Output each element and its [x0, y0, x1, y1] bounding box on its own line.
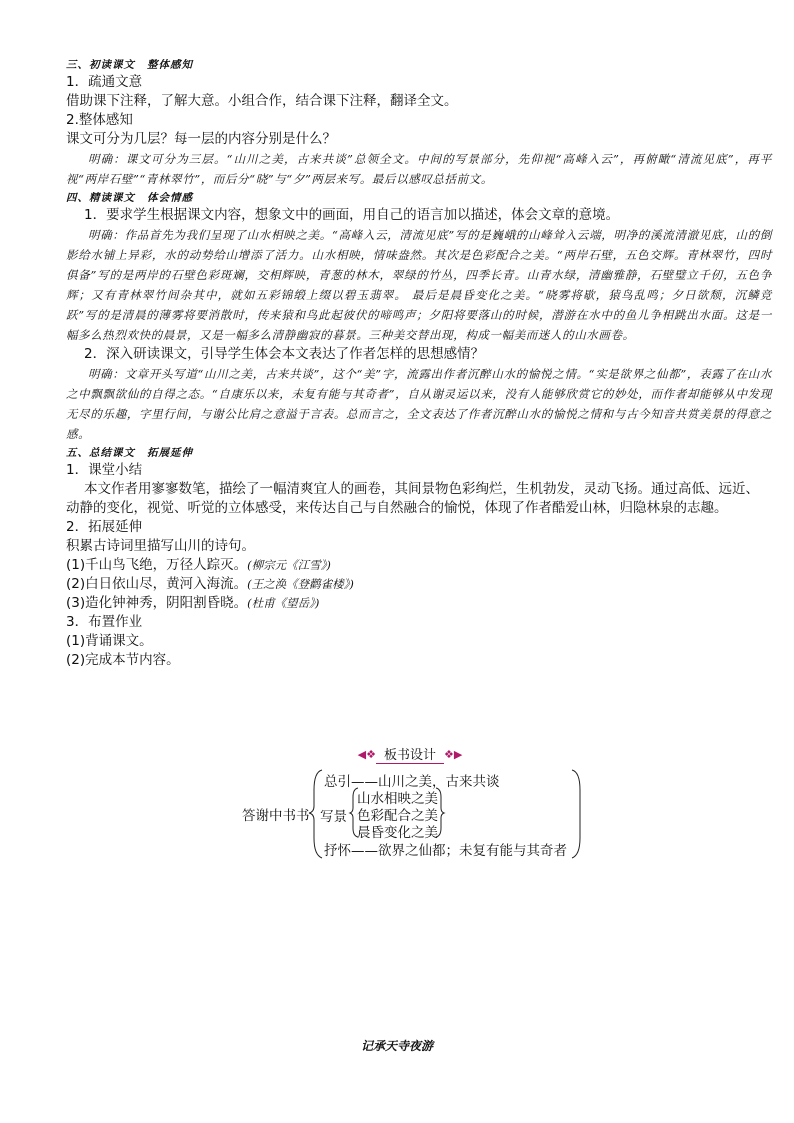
poem-item: (1)千山鸟飞绝，万径人踪灭。(柳宗元《江雪》)	[66, 557, 331, 573]
s5-3-heading: 3．布置作业	[66, 614, 143, 630]
board-root: 答谢中书书	[242, 808, 310, 824]
footer-title: 记承天寺夜游	[360, 1039, 433, 1053]
poem-item: (3)造化钟神秀，阴阳割昏晓。(杜甫《望岳》)	[66, 595, 320, 611]
s4-2-heading: 2．深入研读课文，引导学生体会本文表达了作者怎样的思想感情？	[84, 346, 485, 362]
s4-2-answer: 明确：文章开头写道“山川之美，古来共谈”，这个“美”字，流露出作者沉醉山水的愉悦之情。“实是欲界之仙都”，表露了在山水之中飘飘欲仙的自得之态。“自康乐以来，未复有能与其奇者”，自从谢灵运以来，没有人能够欣赏它的妙处，而作者却能够从中发现无尽的乐趣，字里行间，与谢公比肩之意溢于言表。总而言之，全文表达了作者沉醉山水的愉悦之情和与古今知音共赏美景的得意之感。	[66, 367, 772, 441]
right-ornament-icon: ❖▶	[444, 747, 463, 761]
section-4-heading: 四、精读课文 体会情感	[66, 192, 193, 204]
homework-item: (1)背诵课文。	[66, 633, 153, 649]
s5-1-text: 本文作者用寥寥数笔，描绘了一幅清爽宜人的画卷，其间景物色彩绚烂，生机勃发，灵动飞扬。通过高低、远近、动静的变化，视觉、听觉的立体感受，来传达自己与自然融合的愉悦，体现了作者酷爱山林，归隐林泉的志趣。	[66, 481, 759, 516]
s5-1-heading: 1．课堂小结	[66, 462, 143, 478]
board-scene-item: 色彩配合之美	[357, 808, 438, 824]
s3-2-heading: 2.整体感知	[66, 112, 133, 128]
board-scene-label: 写景	[320, 809, 347, 825]
section-5-heading: 五、总结课文 拓展延伸	[66, 447, 193, 459]
board-intro: 总引——山川之美，古来共谈	[324, 774, 500, 790]
s3-2-answer: 明确：课文可分为三层。“山川之美，古来共谈”总领全文。中间的写景部分，先仰视“高峰入云”，再俯瞰“清流见底”，再平视“两岸石壁”“青林翠竹”，而后分“晓”与“夕”两层来写。最后以感叹总括前文。	[66, 152, 772, 186]
s5-2-text: 积累古诗词里描写山川的诗句。	[66, 538, 255, 554]
lesson-page	[66, 56, 772, 670]
s4-1-answer: 明确：作品首先为我们呈现了山水相映之美。“高峰入云，清流见底”写的是巍峨的山峰耸入云端，明净的溪流清澈见底，山的倒影给水铺上异彩，水的动势给山增添了活力。山水相映，情味盎然。其次是色彩配合之美。“两岸石壁，五色交辉。青林翠竹，四时俱备”写的是两岸的石壁色彩斑斓，交相辉映，青葱的林木，翠绿的竹丛，四季长青。山青水绿，清幽雅静，石壁璧立千仞，五色争辉；又有青林翠竹间杂其中，就如五彩锦缎上缀以碧玉翡翠。 最后是晨昏变化之美。“晓雾将歇，猿鸟乱鸣；夕日欲颓，沉鳞竞跃”写的是清晨的薄雾将要消散时，传来猿和鸟此起彼伏的啼鸣声；夕阳将要落山的时候，潜游在水中的鱼儿争相跳出水面。这是一幅多么热烈欢快的晨景，又是一幅多么清静幽寂的暮景。三种美交替出现，构成一幅美而迷人的山水画卷。	[66, 228, 772, 342]
s4-1-heading: 1．要求学生根据课文内容，想象文中的画面，用自己的语言加以描述，体会文章的意境。	[84, 207, 620, 223]
poem-item: (2)白日依山尽，黄河入海流。(王之涣《登鹳雀楼》)	[66, 576, 354, 592]
s5-2-heading: 2．拓展延伸	[66, 519, 143, 535]
board-scene-item: 晨昏变化之美	[357, 825, 438, 841]
left-ornament-icon: ◀❖	[357, 747, 376, 761]
homework-item: (2)完成本节内容。	[66, 652, 180, 668]
board-title: ◀❖ 板书设计 ❖▶	[352, 745, 468, 763]
s3-1-text: 借助课下注释，了解大意。小组合作，结合课下注释，翻译全文。	[66, 93, 458, 109]
s3-2-text: 课文可分为几层？每一层的内容分别是什么？	[66, 131, 336, 147]
section-3-heading: 三、初读课文 整体感知	[66, 59, 193, 71]
board-emotion: 抒怀——欲界之仙都；未复有能与其奇者	[324, 843, 567, 859]
board-scene-item: 山水相映之美	[357, 791, 438, 807]
s3-1-heading: 1．疏通文意	[66, 74, 143, 90]
